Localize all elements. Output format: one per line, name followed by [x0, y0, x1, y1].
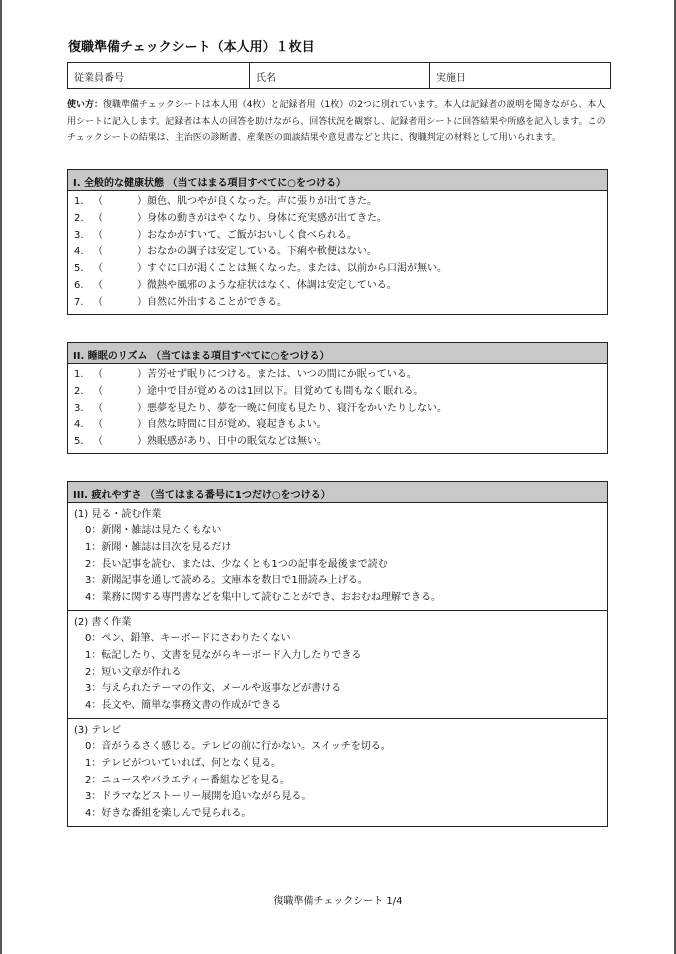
answer-box-open[interactable]: （	[93, 385, 103, 397]
fatigue-option[interactable]: 1：新聞・雑誌は目次を見るだけ	[85, 541, 232, 553]
checklist-item[interactable]	[68, 194, 607, 211]
answer-box-open[interactable]: （	[93, 229, 103, 241]
fatigue-subsection	[68, 719, 607, 826]
answer-box-open[interactable]: （	[93, 196, 103, 207]
item-number: 2.	[74, 385, 84, 397]
checklist	[68, 364, 607, 453]
section-fatigue	[67, 481, 608, 827]
item-text: 悪夢を見たり、夢を一晩に何度も見たり、寝汗をかいたりしない。	[147, 402, 447, 414]
fatigue-option[interactable]: 2：ニュースやバラエティー番組などを見る。	[85, 774, 291, 786]
answer-box-open[interactable]: （	[93, 419, 103, 431]
item-number: 3.	[74, 229, 84, 241]
employee-number-field[interactable]: 従業員番号	[68, 63, 250, 88]
usage-label: 使い方：	[67, 100, 104, 110]
item-number: 7.	[74, 296, 84, 308]
item-number: 3.	[74, 402, 84, 414]
section-header: II. 睡眠のリズム （当てはまる項目すべてに○をつける）	[68, 343, 607, 364]
subsection-title: (2) 書く作業	[74, 616, 132, 628]
checklist-item[interactable]	[68, 295, 607, 312]
item-number: 4.	[74, 246, 84, 258]
page-footer: 復職準備チェックシート 1/4	[273, 896, 403, 907]
date-field[interactable]: 実施日	[436, 73, 466, 84]
fatigue-option[interactable]: 1：転記したり、文書を見ながらキーボード入力したりできる	[85, 649, 362, 661]
usage-text: 復職準備チェックシートは本人用（4枚）と記録者用（1枚）の2つに別れています。本人は記録者の説明を聞きながら、本人用シートに記入します。記録者は本人の回答を助けながら、回答状況を観察し、記録者用シートに回答結果や所感を記入します。このチェックシートの結果は、主治医の診断書、産業医の面談結果や意見書などと共に、復職判定の材料として用いられます。	[67, 100, 606, 143]
item-number: 1.	[74, 196, 84, 207]
item-number: 4.	[74, 419, 84, 431]
section-general-health	[67, 169, 608, 315]
answer-box-open[interactable]: （	[93, 402, 103, 414]
usage-instructions	[67, 97, 613, 147]
item-number: 6.	[74, 279, 84, 291]
answer-box-open[interactable]: （	[93, 263, 103, 275]
subsection-title: (3) テレビ	[74, 724, 122, 736]
subsection-title: (1) 見る・読む作業	[74, 509, 162, 520]
answer-box-close: ）	[137, 402, 147, 414]
answer-box-close: ）	[137, 246, 147, 258]
answer-box-close: ）	[137, 229, 147, 241]
fatigue-subsection	[68, 503, 607, 611]
answer-box-open[interactable]: （	[93, 436, 103, 448]
item-text: 顔色、肌つやが良くなった。声に張りが出てきた。	[147, 196, 377, 207]
item-text: すぐに口が渇くことは無くなった。または、以前から口渇が無い。	[147, 263, 447, 275]
item-number: 5.	[74, 436, 84, 448]
fatigue-option[interactable]: 1：テレビがついていれば、何となく見る。	[85, 757, 282, 769]
fatigue-option[interactable]: 2：短い文章が作れる	[85, 666, 182, 678]
checklist-item[interactable]	[68, 401, 607, 418]
checklist-item[interactable]	[68, 367, 607, 384]
answer-box-open[interactable]: （	[93, 212, 103, 224]
item-number: 5.	[74, 263, 84, 275]
fatigue-option[interactable]: 4：好きな番組を楽しんで見られる。	[85, 808, 252, 820]
item-text: 自然に外出することができる。	[147, 296, 287, 308]
item-text: 苦労せず眠りにつける。または、いつの間にか眠っている。	[147, 369, 417, 380]
item-number: 2.	[74, 212, 84, 224]
answer-box-open[interactable]: （	[93, 279, 103, 291]
checklist-item[interactable]	[68, 228, 607, 245]
answer-box-close: ）	[137, 419, 147, 431]
checklist-item[interactable]	[68, 417, 607, 434]
fatigue-subsection	[68, 611, 607, 719]
item-text: おなかがすいて、ご飯がおいしく食べられる。	[147, 229, 357, 241]
answer-box-close: ）	[137, 385, 147, 397]
checklist-item[interactable]	[68, 211, 607, 228]
item-text: 途中で目が覚めるのは1回以下。目覚めても間もなく眠れる。	[147, 385, 424, 397]
checklist-item[interactable]	[68, 434, 607, 451]
document-title: 復職準備チェックシート（本人用）１枚目	[68, 40, 315, 55]
checklist-item[interactable]	[68, 384, 607, 401]
answer-box-close: ）	[137, 263, 147, 275]
checklist-item[interactable]	[68, 261, 607, 278]
fatigue-option[interactable]: 0：音がうるさく感じる。テレビの前に行かない。スイッチを切る。	[85, 740, 391, 752]
checklist	[68, 191, 607, 314]
answer-box-close: ）	[137, 196, 147, 207]
fatigue-option[interactable]: 2：長い記事を読む、または、少なくとも1つの記事を最後まで読む	[85, 558, 388, 570]
fatigue-option[interactable]: 4：業務に関する専門書などを集中して読むことができ、おおむね理解できる。	[85, 592, 441, 604]
answer-box-open[interactable]: （	[93, 369, 103, 380]
section-header: I. 全般的な健康状態 （当てはまる項目すべてに○をつける）	[68, 170, 607, 191]
item-text: 身体の動きがはやくなり、身体に充実感が出てきた。	[147, 212, 387, 224]
fatigue-option[interactable]: 4：長文や、簡単な事務文書の作成ができる	[85, 700, 282, 712]
answer-box-open[interactable]: （	[93, 246, 103, 258]
answer-box-close: ）	[137, 296, 147, 308]
fatigue-option[interactable]: 3：与えられたテーマの作文、メールや返事などが書ける	[85, 683, 342, 695]
checklist-item[interactable]	[68, 278, 607, 295]
answer-box-close: ）	[137, 212, 147, 224]
fatigue-option[interactable]: 3：新聞記事を通して読める。文庫本を数日で1冊読み上げる。	[85, 575, 368, 587]
answer-box-open[interactable]: （	[93, 296, 103, 308]
answer-box-close: ）	[137, 369, 147, 380]
answer-box-close: ）	[137, 279, 147, 291]
item-text: おなかの調子は安定している。下痢や軟便はない。	[147, 246, 377, 258]
fatigue-option[interactable]: 3：ドラマなどストーリー展開を追いながら見る。	[85, 791, 312, 803]
employee-info-table	[67, 62, 611, 89]
item-text: 熟眠感があり、日中の眠気などは無い。	[147, 436, 327, 448]
item-number: 1.	[74, 369, 84, 380]
fatigue-option[interactable]: 0：新聞・雑誌は見たくもない	[85, 525, 222, 536]
section-sleep-rhythm	[67, 342, 608, 454]
page-edge-left	[0, 0, 2, 954]
fatigue-option[interactable]: 0：ペン、鉛筆、キーボードにさわりたくない	[85, 632, 291, 644]
checklist-item[interactable]	[68, 244, 607, 261]
section-header: III. 疲れやすさ （当てはまる番号に1つだけ○をつける）	[68, 482, 607, 503]
fatigue-subsections	[68, 503, 607, 826]
item-text: 微熱や風邪のような症状はなく、体調は安定している。	[147, 279, 397, 291]
answer-box-close: ）	[137, 436, 147, 448]
item-text: 自然な時間に目が覚め、寝起きもよい。	[147, 419, 327, 431]
name-field[interactable]: 氏名	[250, 63, 430, 88]
